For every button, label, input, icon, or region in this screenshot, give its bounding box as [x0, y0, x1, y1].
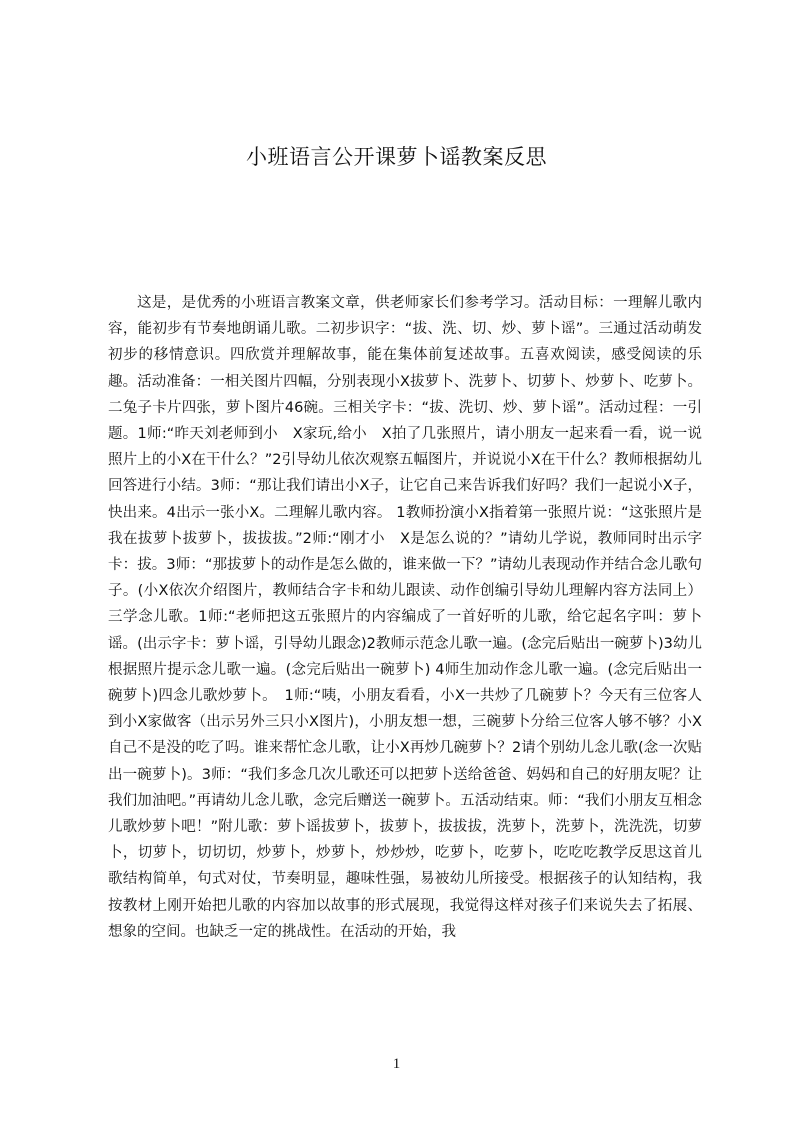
document-title: 小班语言公开课萝卜谣教案反思: [246, 145, 547, 169]
document-body-paragraph: 这是，是优秀的小班语言教案文章，供老师家长们参考学习。活动目标：一理解儿歌内容，能初步有节奏地朗诵儿歌。二初步识字：“拔、洗、切、炒、萝卜谣”。三通过活动萌发初步的移情意识。四欣赏并理解故事，能在集体前复述故事。五喜欢阅读，感受阅读的乐趣。活动准备：一相关图片四幅，分别表现小X拔萝卜、洗萝卜、切萝卜、炒萝卜、吃萝卜。二兔子卡片四张，萝卜图片46碗。三相关字卡：“拔、洗切、炒、萝卜谣”。活动过程：一引题。1师:“昨天刘老师到小 X家玩,给小 X拍了几张照片，请小朋友一起来看一看，说一说照片上的小X在干什么？”2引导幼儿依次观察五幅图片，并说说小X在干什么？教师根据幼儿回答进行小结。3师：“那让我们请出小X子，让它自己来告诉我们好吗？我们一起说小X子，快出来。4出示一张小X。二理解儿歌内容。 1教师扮演小X指着第一张照片说：“这张照片是我在拔萝卜拔萝卜，拔拔拔。”2师:“刚才小 X是怎么说的？”请幼儿学说，教师同时出示字卡：拔。3师：“那拔萝卜的动作是怎么做的，谁来做一下？”请幼儿表现动作并结合念儿歌句子。(小X依次介绍图片，教师结合字卡和幼儿跟读、动作创编引导幼儿理解内容方法同上）三学念儿歌。1师:“老师把这五张照片的内容编成了一首好听的儿歌，给它起名字叫：萝卜谣。(出示字卡：萝卜谣，引导幼儿跟念)2教师示范念儿歌一遍。(念完后贴出一碗萝卜)3幼儿根据照片提示念儿歌一遍。(念完后贴出一碗萝卜) 4师生加动作念儿歌一遍。(念完后贴出一碗萝卜)四念儿歌炒萝卜。 1师:“咦，小朋友看看，小X一共炒了几碗萝卜？今天有三位客人到小X家做客（出示另外三只小X图片)，小朋友想一想，三碗萝卜分给三位客人够不够？小X自己不是没的吃了吗。谁来帮忙念儿歌，让小X再炒几碗萝卜？2请个别幼儿念儿歌(念一次贴出一碗萝卜)。3师：“我们多念几次儿歌还可以把萝卜送给爸爸、妈妈和自己的好朋友呢？让我们加油吧。”再请幼儿念儿歌，念完后赠送一碗萝卜。五活动结束。师：“我们小朋友互相念儿歌炒萝卜吧！”附儿歌：萝卜谣拔萝卜，拔萝卜，拔拔拔，洗萝卜，洗萝卜，洗洗洗，切萝卜，切萝卜，切切切，炒萝卜，炒萝卜，炒炒炒，吃萝卜，吃萝卜，吃吃吃教学反思这首儿歌结构简单，句式对仗，节奏明显，趣味性强，易被幼儿所接受。根据孩子的认知结构，我按教材上刚开始把儿歌的内容加以故事的形式展现，我觉得这样对孩子们来说失去了拓展、想象的空间。也缺乏一定的挑战性。在活动的开始，我: [108, 295, 702, 940]
page-number: 1: [392, 1056, 401, 1072]
